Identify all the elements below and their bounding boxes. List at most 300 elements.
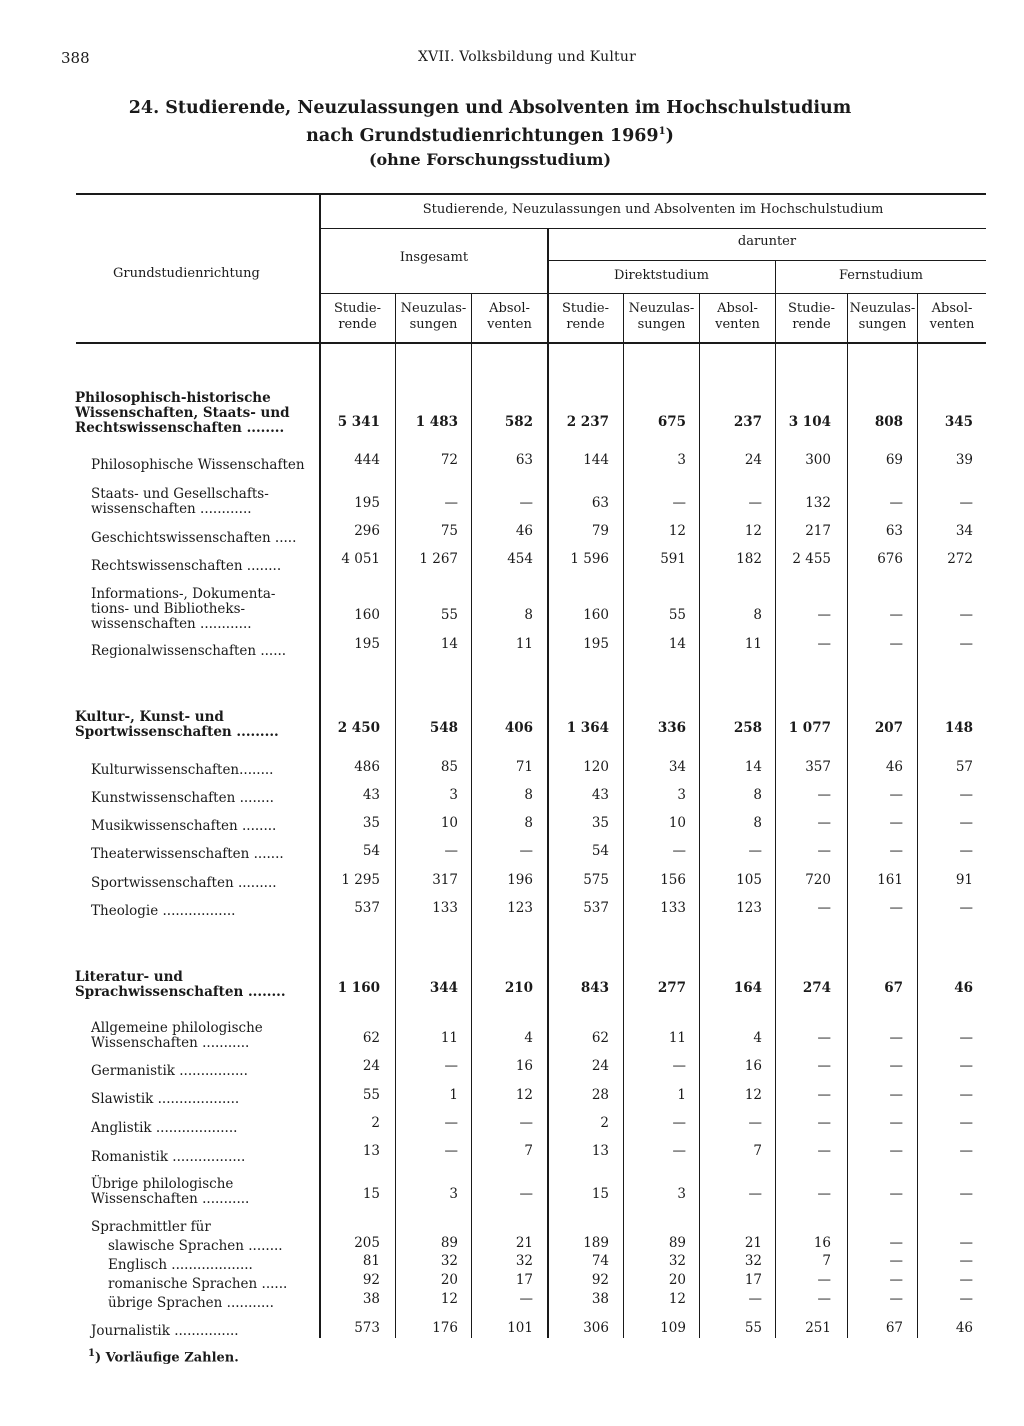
row-label-line: Germanistik ................ (91, 1063, 248, 1079)
row-label-line: Romanistik ................. (91, 1149, 246, 1165)
row-label (91, 559, 281, 574)
table-cell: — (889, 1253, 903, 1269)
row-label (91, 1064, 248, 1079)
table-cell: 8 (524, 607, 533, 623)
row-label-line: Philosophisch-historische (75, 390, 271, 406)
column-subheader-line: Studie- (333, 301, 382, 316)
table-cell: — (672, 843, 686, 859)
table-cell: — (519, 1291, 533, 1307)
column-subheader-line: venten (929, 317, 975, 332)
table-cell: 55 (668, 607, 686, 623)
table-cell: 843 (580, 980, 609, 996)
table-cell: 17 (744, 1272, 762, 1288)
table-cell: 55 (440, 607, 458, 623)
table-cell: 12 (744, 1087, 762, 1103)
column-subheader (776, 301, 847, 333)
table-cell: 258 (733, 720, 762, 736)
table-cell: 345 (944, 414, 973, 430)
table-cell: — (444, 1058, 458, 1074)
row-label (91, 1220, 211, 1235)
row-label (91, 819, 276, 834)
table-cell: — (889, 1115, 903, 1131)
table-cell: 11 (515, 636, 533, 652)
table-cell: 454 (507, 551, 533, 567)
column-subheader-line: Absol- (931, 301, 973, 316)
table-cell: 8 (753, 607, 762, 623)
table-cell: 63 (515, 452, 533, 468)
table-cell: — (889, 787, 903, 803)
row-label-line: Sportwissenschaften ......... (75, 724, 279, 740)
table-cell: 89 (440, 1235, 458, 1251)
table-cell: 1 (449, 1087, 458, 1103)
table-cell: — (748, 1291, 762, 1307)
row-label-line: Englisch ................... (108, 1257, 253, 1273)
column-subheader (548, 301, 623, 333)
table-cell: — (817, 843, 831, 859)
table-cell: 24 (591, 1058, 609, 1074)
page-number: 388 (61, 49, 90, 67)
row-label-line: Übrige philologische (91, 1176, 234, 1192)
table-cell: 160 (583, 607, 609, 623)
row-label-line: Allgemeine philologische (91, 1020, 263, 1036)
table-cell: 207 (874, 720, 903, 736)
table-cell: — (519, 843, 533, 859)
table-cell: 28 (591, 1087, 609, 1103)
table-cell: 24 (744, 452, 762, 468)
row-label-line: Kulturwissenschaften........ (91, 762, 274, 778)
table-cell: 591 (660, 551, 686, 567)
table-cell: 20 (668, 1272, 686, 1288)
table-cell: 38 (591, 1291, 609, 1307)
table-cell: 54 (362, 843, 380, 859)
row-label (91, 904, 235, 919)
header-bottom-rule (76, 342, 986, 344)
table-cell: 72 (440, 452, 458, 468)
row-label-line: Informations-, Dokumenta- (91, 586, 276, 602)
row-label (108, 1296, 274, 1311)
column-header-fernstudium: Fernstudium (838, 268, 924, 283)
row-label (108, 1258, 253, 1273)
table-cell: — (817, 1030, 831, 1046)
table-cell: 2 (600, 1115, 609, 1131)
table-cell: — (959, 607, 973, 623)
table-cell: 317 (432, 872, 458, 888)
table-cell: 5 341 (337, 414, 380, 430)
table-cell: 75 (440, 523, 458, 539)
table-cell: — (748, 843, 762, 859)
table-cell: — (889, 843, 903, 859)
table-cell: 4 (753, 1030, 762, 1046)
table-cell: 79 (591, 523, 609, 539)
table-cell: 156 (660, 872, 686, 888)
column-subheader (320, 301, 395, 333)
row-label (91, 1021, 263, 1051)
table-cell: 675 (657, 414, 686, 430)
vrule-insgesamt-darunter (547, 229, 549, 1338)
column-subheader-line: Neuzulas- (400, 301, 467, 316)
table-cell: 24 (362, 1058, 380, 1074)
table-cell: — (959, 1186, 973, 1202)
table-cell: 1 160 (337, 980, 380, 996)
row-label (91, 1324, 239, 1339)
table-cell: — (959, 1115, 973, 1131)
table-cell: — (959, 1058, 973, 1074)
table-cell: 62 (591, 1030, 609, 1046)
table-cell: 160 (354, 607, 380, 623)
row-label-line: Sportwissenschaften ......... (91, 875, 277, 891)
column-header-top: Studierende, Neuzulassungen und Absolventen im Hochschulstudium (422, 202, 884, 217)
table-cell: 11 (744, 636, 762, 652)
row-label (91, 1150, 245, 1165)
row-label-line: Musikwissenschaften ........ (91, 818, 277, 834)
table-cell: 357 (805, 759, 831, 775)
table-cell: 148 (944, 720, 973, 736)
table-cell: 12 (440, 1291, 458, 1307)
table-cell: 91 (955, 872, 973, 888)
row-label-line: Journalistik ............... (91, 1323, 239, 1339)
table-cell: 1 (677, 1087, 686, 1103)
table-cell: 13 (591, 1143, 609, 1159)
table-cell: 808 (874, 414, 903, 430)
table-cell: 2 450 (337, 720, 380, 736)
table-cell: 55 (362, 1087, 380, 1103)
table-cell: 1 483 (415, 414, 458, 430)
group-row-label (75, 391, 290, 436)
table-cell: 2 237 (566, 414, 609, 430)
table-cell: 46 (515, 523, 533, 539)
table-cell: 344 (429, 980, 458, 996)
table-cell: 35 (591, 815, 609, 831)
table-cell: 32 (744, 1253, 762, 1269)
table-cell: 8 (524, 815, 533, 831)
table-cell: 32 (515, 1253, 533, 1269)
column-subheader-line: rende (792, 317, 831, 332)
title-line-2-suffix: ) (665, 125, 674, 146)
column-subheader-line: Studie- (787, 301, 836, 316)
table-cell: — (959, 787, 973, 803)
table-cell: — (817, 1115, 831, 1131)
column-subheader-line: venten (487, 317, 532, 332)
table-cell: 43 (362, 787, 380, 803)
table-cell: 217 (805, 523, 831, 539)
table-cell: 444 (354, 452, 380, 468)
table-cell: 16 (813, 1235, 831, 1251)
table-cell: 3 (449, 787, 458, 803)
title-line-2 (60, 120, 920, 148)
table-cell: 74 (591, 1253, 609, 1269)
running-head: XVII. Volksbildung und Kultur (418, 49, 636, 65)
table-cell: 336 (657, 720, 686, 736)
table-cell: 10 (668, 815, 686, 831)
row-label (91, 1177, 249, 1207)
table-cell: 46 (954, 980, 973, 996)
table-cell: 133 (432, 900, 458, 916)
row-label-line: Kunstwissenschaften ........ (91, 790, 274, 806)
table-cell: 12 (668, 1291, 686, 1307)
table-cell: 1 596 (570, 551, 609, 567)
table-cell: — (889, 636, 903, 652)
row-label-line: wissenschaften ............ (91, 501, 252, 517)
table-top-rule (76, 193, 986, 195)
table-cell: 306 (583, 1320, 609, 1336)
table-cell: 123 (507, 900, 533, 916)
table-cell: — (444, 1115, 458, 1131)
row-label-line: Rechtswissenschaften ........ (75, 420, 285, 436)
table-cell: 161 (877, 872, 903, 888)
table-cell: 582 (504, 414, 533, 430)
table-cell: — (444, 1143, 458, 1159)
column-subheader (918, 301, 986, 333)
row-label-line: übrige Sprachen ........... (108, 1295, 274, 1311)
row-label (91, 458, 305, 473)
table-cell: — (959, 900, 973, 916)
table-cell: 11 (440, 1030, 458, 1046)
table-cell: 16 (744, 1058, 762, 1074)
table-cell: 195 (354, 495, 380, 511)
table-cell: — (959, 1087, 973, 1103)
table-cell: — (817, 607, 831, 623)
table-cell: 7 (753, 1143, 762, 1159)
table-cell: 14 (668, 636, 686, 652)
title-line-3: (ohne Forschungsstudium) (368, 149, 612, 169)
table-cell: — (959, 1272, 973, 1288)
table-cell: 537 (583, 900, 609, 916)
table-cell: 32 (668, 1253, 686, 1269)
table-cell: 69 (885, 452, 903, 468)
table-cell: 55 (744, 1320, 762, 1336)
title-footnote-marker: 1 (658, 126, 666, 137)
table-cell: — (889, 1030, 903, 1046)
column-subheader (848, 301, 917, 333)
table-cell: 109 (660, 1320, 686, 1336)
table-cell: 176 (432, 1320, 458, 1336)
table-title (60, 97, 920, 172)
table-cell: 120 (583, 759, 609, 775)
row-label-line: Geschichtswissenschaften ..... (91, 530, 297, 546)
row-label-line: slawische Sprachen ........ (108, 1238, 283, 1254)
column-subheader-line: Absol- (717, 301, 758, 316)
table-cell: 32 (440, 1253, 458, 1269)
table-cell: — (959, 815, 973, 831)
table-cell: 15 (591, 1186, 609, 1202)
row-label-line: wissenschaften ............ (91, 616, 252, 632)
table-cell: 43 (591, 787, 609, 803)
table-cell: 92 (362, 1272, 380, 1288)
table-cell: 164 (733, 980, 762, 996)
header-rule-top-group (320, 228, 986, 229)
title-line-2-text: nach Grundstudienrichtungen 1969 (306, 125, 659, 146)
table-cell: 8 (753, 815, 762, 831)
table-cell: 63 (885, 523, 903, 539)
table-cell: — (444, 843, 458, 859)
table-cell: — (889, 1291, 903, 1307)
group-row-label (75, 710, 279, 740)
row-label-line: Sprachmittler für (91, 1219, 211, 1235)
table-cell: 189 (583, 1235, 609, 1251)
table-cell: — (889, 815, 903, 831)
header-rule-subgroups (320, 293, 986, 294)
column-subheader-line: Neuzulas- (849, 301, 916, 316)
table-cell: 237 (733, 414, 762, 430)
table-cell: 85 (440, 759, 458, 775)
table-cell: 34 (668, 759, 686, 775)
table-cell: 57 (955, 759, 973, 775)
table-cell: 34 (955, 523, 973, 539)
table-cell: 67 (885, 1320, 903, 1336)
table-cell: — (959, 1030, 973, 1046)
table-cell: 12 (744, 523, 762, 539)
table-cell: — (889, 1186, 903, 1202)
row-label-line: Wissenschaften ........... (91, 1191, 250, 1207)
table-cell: 8 (753, 787, 762, 803)
table-cell: — (959, 495, 973, 511)
table-cell: 195 (583, 636, 609, 652)
table-cell: 205 (354, 1235, 380, 1251)
table-cell: 7 (524, 1143, 533, 1159)
table-cell: 277 (657, 980, 686, 996)
table-cell: — (817, 1143, 831, 1159)
table-cell: 132 (805, 495, 831, 511)
table-cell: 39 (955, 452, 973, 468)
table-cell: — (959, 1143, 973, 1159)
table-cell: 196 (507, 872, 533, 888)
table-cell: 92 (591, 1272, 609, 1288)
table-cell: 4 (524, 1030, 533, 1046)
row-label (91, 531, 296, 546)
table-cell: 63 (591, 495, 609, 511)
table-cell: 38 (362, 1291, 380, 1307)
table-cell: — (889, 1058, 903, 1074)
table-cell: 14 (440, 636, 458, 652)
table-cell: — (672, 495, 686, 511)
table-cell: 46 (885, 759, 903, 775)
table-cell: 35 (362, 815, 380, 831)
row-label-line: Theologie ................. (91, 903, 236, 919)
row-label-line: romanische Sprachen ...... (108, 1276, 288, 1292)
footnote (88, 1348, 239, 1365)
table-cell: — (519, 495, 533, 511)
row-label-line: Staats- und Gesellschafts- (91, 486, 269, 502)
column-header-insgesamt: Insgesamt (399, 250, 469, 265)
table-cell: — (817, 1186, 831, 1202)
table-cell: 210 (504, 980, 533, 996)
table-cell: 101 (507, 1320, 533, 1336)
table-cell: — (889, 607, 903, 623)
column-subheader-line: Neuzulas- (628, 301, 695, 316)
table-cell: 21 (515, 1235, 533, 1251)
table-cell: 89 (668, 1235, 686, 1251)
table-cell: — (817, 815, 831, 831)
table-cell: 46 (955, 1320, 973, 1336)
table-cell: — (959, 1291, 973, 1307)
row-label-line: Rechtswissenschaften ........ (91, 558, 282, 574)
table-cell: — (672, 1143, 686, 1159)
table-cell: 67 (884, 980, 903, 996)
column-header-darunter: darunter (737, 234, 797, 249)
table-cell: — (959, 636, 973, 652)
table-cell: 1 364 (566, 720, 609, 736)
table-cell: — (817, 1291, 831, 1307)
row-label (108, 1277, 287, 1292)
row-label (91, 847, 284, 862)
table-cell: 573 (354, 1320, 380, 1336)
table-cell: — (748, 1186, 762, 1202)
column-subheader (396, 301, 471, 333)
row-label-line: Slawistik ................... (91, 1091, 240, 1107)
table-cell: — (748, 495, 762, 511)
row-label-line: Literatur- und (75, 969, 183, 985)
table-cell: 2 455 (792, 551, 831, 567)
row-label-line: tions- und Bibliotheks- (91, 601, 246, 617)
table-cell: 720 (805, 872, 831, 888)
table-cell: — (889, 900, 903, 916)
column-header-direktstudium: Direktstudium (613, 268, 710, 283)
row-label-line: Philosophische Wissenschaften (91, 457, 305, 473)
table-cell: 14 (744, 759, 762, 775)
table-cell: — (889, 1272, 903, 1288)
column-subheader-line: venten (715, 317, 760, 332)
column-subheader (472, 301, 547, 333)
table-cell: 8 (524, 787, 533, 803)
row-label-line: Anglistik ................... (91, 1120, 238, 1136)
table-cell: 12 (515, 1087, 533, 1103)
table-cell: — (817, 1272, 831, 1288)
column-subheader (624, 301, 699, 333)
table-cell: — (817, 636, 831, 652)
group-row-label (75, 970, 286, 1000)
table-cell: 1 077 (788, 720, 831, 736)
table-cell: 17 (515, 1272, 533, 1288)
table-cell: 12 (668, 523, 686, 539)
table-cell: — (817, 1058, 831, 1074)
table-cell: — (748, 1115, 762, 1131)
table-cell: 15 (362, 1186, 380, 1202)
table-cell: 3 (677, 1186, 686, 1202)
row-label (91, 763, 273, 778)
table-cell: — (959, 1235, 973, 1251)
row-label-line: Sprachwissenschaften ........ (75, 984, 286, 1000)
table-cell: 3 (449, 1186, 458, 1202)
table-cell: 11 (668, 1030, 686, 1046)
table-cell: 486 (354, 759, 380, 775)
table-cell: 123 (736, 900, 762, 916)
row-label-line: Theaterwissenschaften ....... (91, 846, 284, 862)
table-cell: 251 (805, 1320, 831, 1336)
column-subheader-line: Absol- (489, 301, 530, 316)
row-label-line: Kultur-, Kunst- und (75, 709, 224, 725)
table-cell: 1 295 (341, 872, 380, 888)
table-cell: 20 (440, 1272, 458, 1288)
column-subheader-line: Studie- (561, 301, 610, 316)
table-cell: 16 (515, 1058, 533, 1074)
column-subheader-line: sungen (637, 317, 686, 332)
table-cell: — (444, 495, 458, 511)
table-cell: 21 (744, 1235, 762, 1251)
table-cell: — (889, 1143, 903, 1159)
footnote-marker: 1 (88, 1348, 95, 1359)
table-cell: 537 (354, 900, 380, 916)
table-cell: — (672, 1115, 686, 1131)
table-cell: 4 051 (341, 551, 380, 567)
table-cell: 81 (362, 1253, 380, 1269)
row-label (91, 1092, 239, 1107)
table-cell: 1 267 (419, 551, 458, 567)
table-cell: 2 (371, 1115, 380, 1131)
table-cell: 296 (354, 523, 380, 539)
table-cell: 548 (429, 720, 458, 736)
column-subheader-line: rende (566, 317, 605, 332)
row-label (91, 876, 277, 891)
